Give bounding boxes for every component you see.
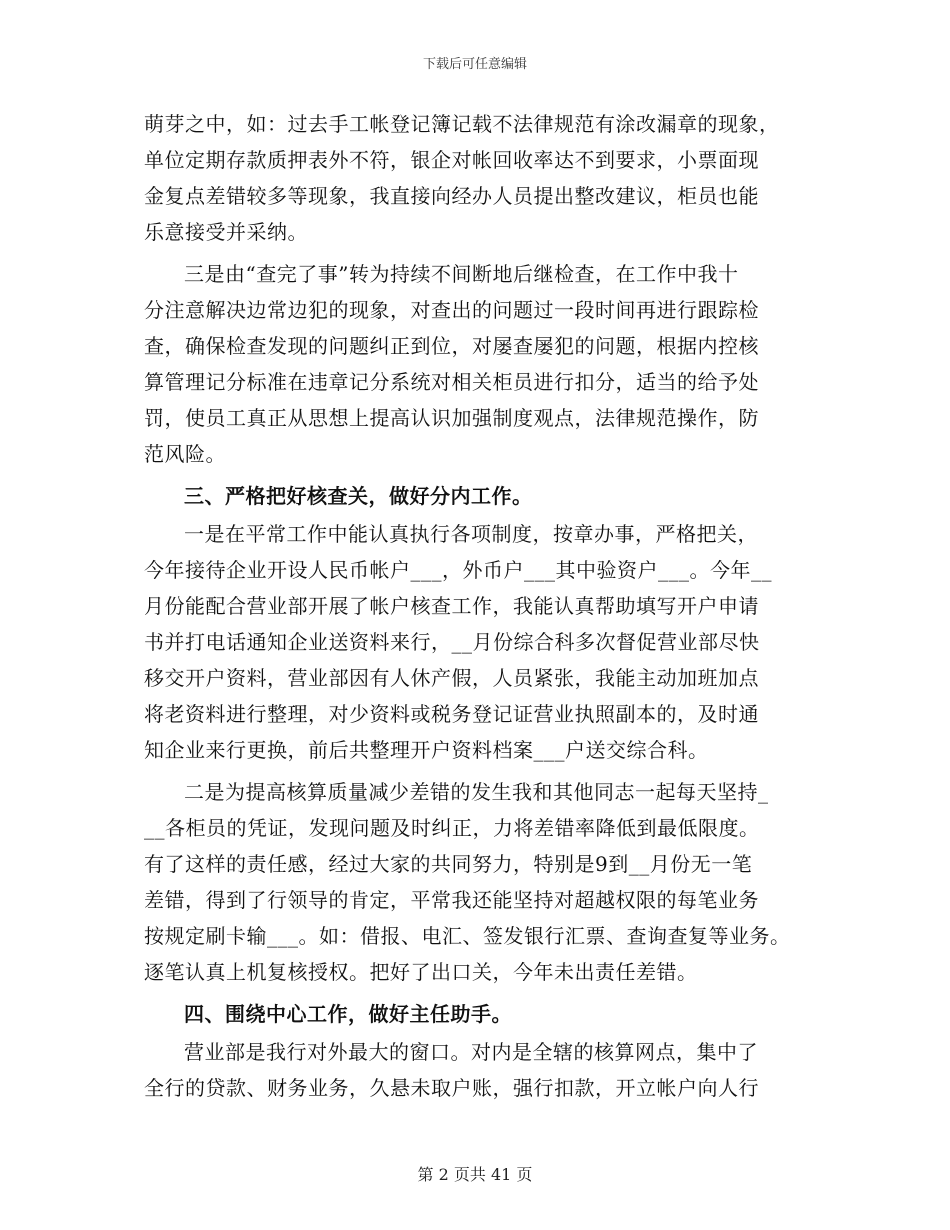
text-line: 知企业来行更换，前后共整理开户资料档案___户送交综合科。 (144, 738, 709, 762)
text-line: 三是由“查完了事”转为持续不间断地后继检查，在工作中我十 (184, 262, 739, 286)
text-line: 查，确保检查发现的问题纠正到位，对屡查屡犯的问题，根据内控核 (144, 334, 759, 358)
text-line: 差错，得到了行领导的肯定，平常我还能坚持对超越权限的每笔业务 (144, 888, 759, 912)
text-line: 有了这样的责任感，经过大家的共同努力，特别是9到__月份无一笔 (144, 852, 753, 876)
text-line: 金复点差错较多等现象，我直接向经办人员提出整改建议，柜员也能 (144, 184, 759, 208)
text-line: 逐笔认真上机复核授权。把好了出口关，今年未出责任差错。 (144, 960, 698, 984)
page-header: 下载后可任意编辑 (422, 57, 527, 72)
text-line: 乐意接受并采纳。 (144, 220, 308, 244)
text-line: 分注意解决边常边犯的现象，对查出的问题过一段时间再进行跟踪检 (144, 298, 759, 322)
page-footer: 第 2 页共 41 页 (417, 1165, 533, 1184)
text-line: 将老资料进行整理，对少资料或税务登记证营业执照副本的，及时通 (144, 702, 759, 726)
text-line: 单位定期存款质押表外不符，银企对帐回收率达不到要求，小票面现 (144, 148, 759, 172)
text-line: 二是为提高核算质量减少差错的发生我和其他同志一起每天坚持_ (184, 780, 769, 804)
text-line: 范风险。 (144, 442, 226, 466)
text-line: 一是在平常工作中能认真执行各项制度，按章办事，严格把关， (184, 522, 758, 546)
text-line: 萌芽之中，如：过去手工帐登记簿记载不法律规范有涂改漏章的现象， (144, 112, 780, 136)
text-line: 书并打电话通知企业送资料来行，__月份综合科多次督促营业部尽快 (144, 630, 760, 654)
text-line: 月份能配合营业部开展了帐户核查工作，我能认真帮助填写开户申请 (144, 594, 759, 618)
text-line: 全行的贷款、财务业务，久悬未取户账，强行扣款，开立帐户向人行 (144, 1076, 759, 1100)
text-line: 按规定刷卡输___。如：借报、电汇、签发银行汇票、查询查复等业务。 (144, 924, 791, 948)
section-heading: 四、围绕中心工作，做好主任助手。 (184, 1002, 512, 1026)
text-line: 罚，使员工真正从思想上提高认识加强制度观点，法律规范操作，防 (144, 406, 759, 430)
text-line: 今年接待企业开设人民币帐户___，外币户___其中验资户___。今年__ (144, 558, 772, 582)
text-line: 移交开户资料，营业部因有人休产假，人员紧张，我能主动加班加点 (144, 666, 759, 690)
text-line: __各柜员的凭证，发现问题及时纠正，力将差错率降低到最低限度。 (144, 816, 760, 840)
text-line: 营业部是我行对外最大的窗口。对内是全辖的核算网点，集中了 (184, 1040, 758, 1064)
section-heading: 三、严格把好核查关，做好分内工作。 (184, 484, 533, 508)
text-line: 算管理记分标准在违章记分系统对相关柜员进行扣分，适当的给予处 (144, 370, 759, 394)
